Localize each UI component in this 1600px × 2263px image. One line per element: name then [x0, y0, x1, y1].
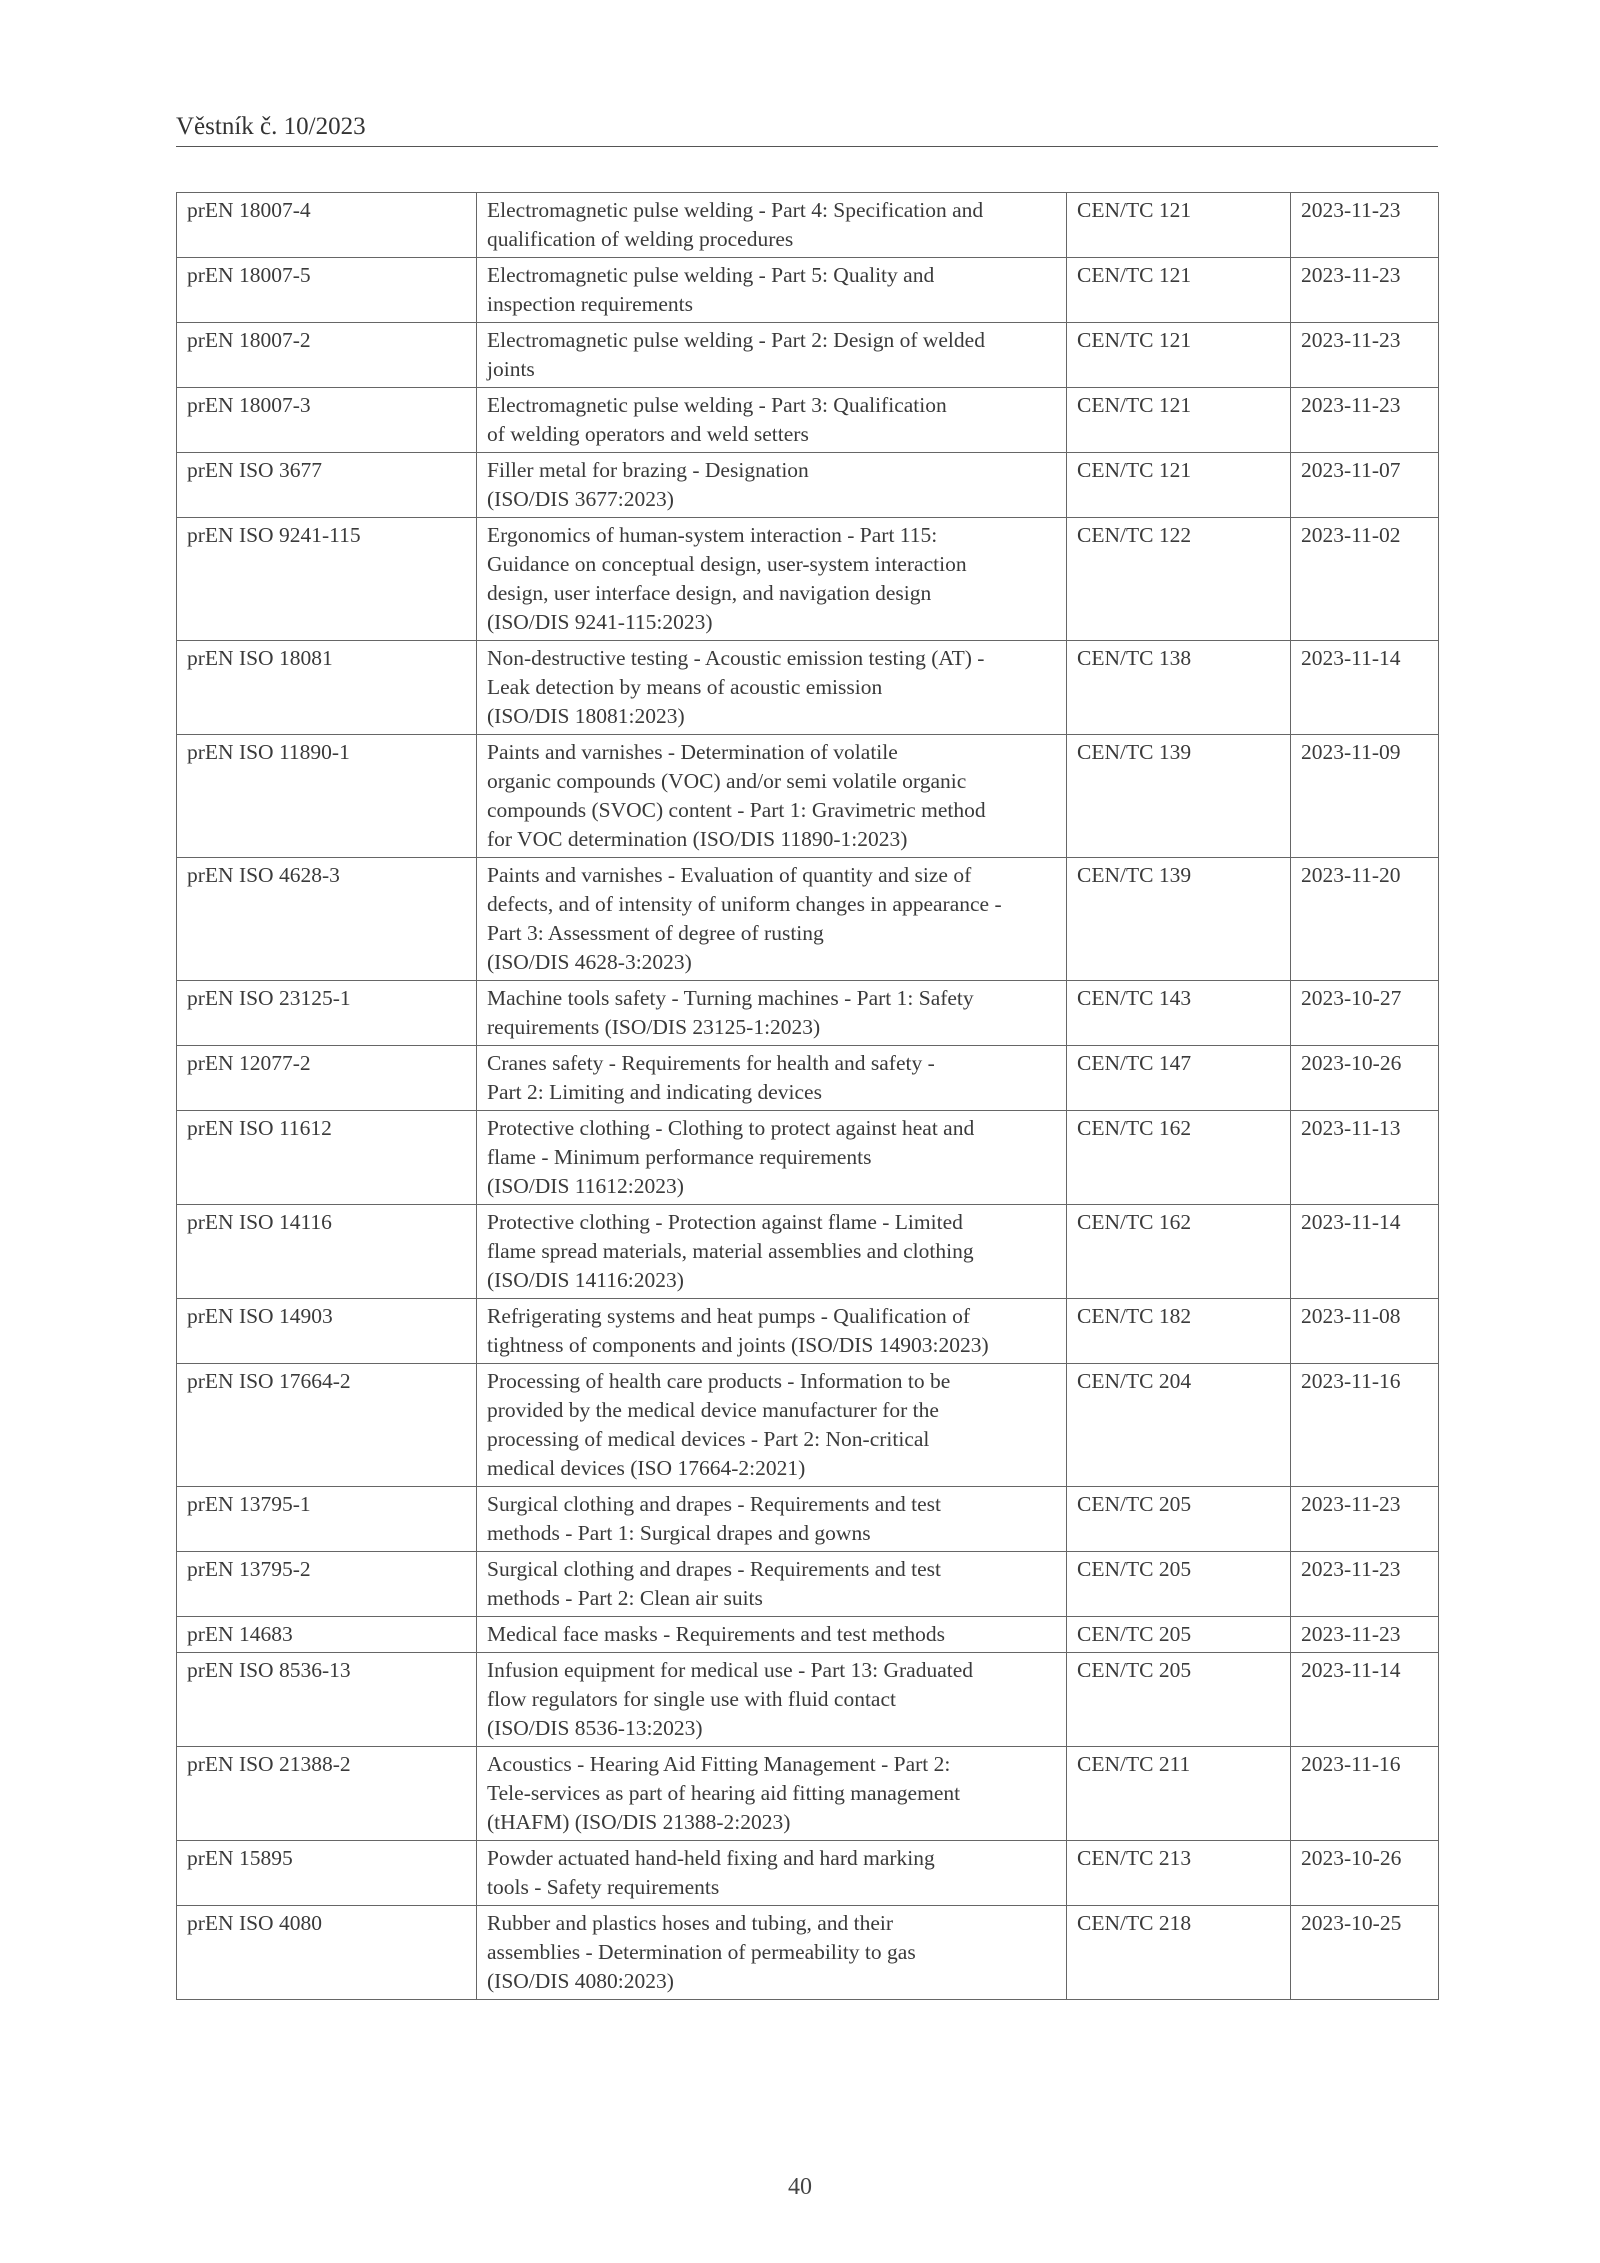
deadline-date-cell: 2023-11-02 — [1291, 518, 1439, 641]
deadline-date-cell: 2023-11-13 — [1291, 1111, 1439, 1205]
standard-title-line: compounds (SVOC) content - Part 1: Gravimetric method — [487, 798, 986, 822]
standard-title-line: provided by the medical device manufacturer for the — [487, 1398, 939, 1422]
committee-cell: CEN/TC 121 — [1067, 258, 1291, 323]
committee-cell: CEN/TC 204 — [1067, 1364, 1291, 1487]
standard-title-cell — [477, 1653, 1067, 1747]
standard-title-line: design, user interface design, and navigation design — [487, 581, 932, 605]
standard-code-cell: prEN ISO 4628-3 — [177, 858, 477, 981]
table-row — [177, 981, 1439, 1046]
standard-title-line: Non-destructive testing - Acoustic emission testing (AT) - — [487, 646, 985, 670]
table-row — [177, 1841, 1439, 1906]
standard-code-cell: prEN 15895 — [177, 1841, 477, 1906]
standard-title-line: Electromagnetic pulse welding - Part 2: Design of welded — [487, 328, 985, 352]
standard-code-cell: prEN 18007-5 — [177, 258, 477, 323]
standard-title-line: (ISO/DIS 4080:2023) — [487, 1969, 674, 1993]
standard-code-cell: prEN ISO 9241-115 — [177, 518, 477, 641]
deadline-date-cell: 2023-10-26 — [1291, 1841, 1439, 1906]
deadline-date-cell: 2023-11-23 — [1291, 258, 1439, 323]
standard-title-line: Part 3: Assessment of degree of rusting — [487, 921, 824, 945]
standard-code-cell: prEN ISO 4080 — [177, 1906, 477, 2000]
bulletin-title: Věstník č. 10/2023 — [176, 113, 366, 140]
standard-code-cell: prEN 18007-3 — [177, 388, 477, 453]
standard-code-cell: prEN ISO 3677 — [177, 453, 477, 518]
standard-title-line: Refrigerating systems and heat pumps - Qualification of — [487, 1304, 971, 1328]
standard-title-cell — [477, 1906, 1067, 2000]
table-row — [177, 1046, 1439, 1111]
standard-title-line: Medical face masks - Requirements and test methods — [487, 1622, 945, 1646]
standard-title-line: methods - Part 1: Surgical drapes and gowns — [487, 1521, 871, 1545]
standard-title-line: organic compounds (VOC) and/or semi volatile organic — [487, 769, 967, 793]
committee-cell: CEN/TC 205 — [1067, 1552, 1291, 1617]
standard-title-line: requirements (ISO/DIS 23125-1:2023) — [487, 1015, 821, 1039]
table-row — [177, 641, 1439, 735]
standard-title-line: defects, and of intensity of uniform changes in appearance - — [487, 892, 1002, 916]
standard-title-cell — [477, 1205, 1067, 1299]
standard-title-cell — [477, 1841, 1067, 1906]
committee-cell: CEN/TC 121 — [1067, 323, 1291, 388]
standard-title-line: Electromagnetic pulse welding - Part 4: Specification and — [487, 198, 984, 222]
standard-title-line: Filler metal for brazing - Designation — [487, 458, 809, 482]
table-row — [177, 1747, 1439, 1841]
deadline-date-cell: 2023-11-08 — [1291, 1299, 1439, 1364]
standard-title-line: (ISO/DIS 14116:2023) — [487, 1268, 684, 1292]
deadline-date-cell: 2023-11-09 — [1291, 735, 1439, 858]
standard-title-line: processing of medical devices - Part 2: Non-critical — [487, 1427, 930, 1451]
committee-cell: CEN/TC 139 — [1067, 858, 1291, 981]
deadline-date-cell: 2023-11-14 — [1291, 1653, 1439, 1747]
standard-title-line: Part 2: Limiting and indicating devices — [487, 1080, 822, 1104]
table-row — [177, 1653, 1439, 1747]
standard-title-line: medical devices (ISO 17664-2:2021) — [487, 1456, 806, 1480]
committee-cell: CEN/TC 122 — [1067, 518, 1291, 641]
standard-title-line: (tHAFM) (ISO/DIS 21388-2:2023) — [487, 1810, 791, 1834]
standard-title-line: (ISO/DIS 11612:2023) — [487, 1174, 684, 1198]
standard-title-cell — [477, 735, 1067, 858]
standard-code-cell: prEN ISO 14903 — [177, 1299, 477, 1364]
deadline-date-cell: 2023-11-23 — [1291, 1617, 1439, 1653]
committee-cell: CEN/TC 121 — [1067, 388, 1291, 453]
table-row — [177, 1299, 1439, 1364]
standards-table-body — [177, 193, 1439, 2000]
standard-title-line: Paints and varnishes - Determination of volatile — [487, 740, 898, 764]
standard-title-line: (ISO/DIS 4628-3:2023) — [487, 950, 692, 974]
standard-code-cell: prEN ISO 11612 — [177, 1111, 477, 1205]
standard-title-line: joints — [487, 357, 535, 381]
deadline-date-cell: 2023-11-14 — [1291, 1205, 1439, 1299]
table-row — [177, 1552, 1439, 1617]
standard-title-cell — [477, 518, 1067, 641]
deadline-date-cell: 2023-10-27 — [1291, 981, 1439, 1046]
standard-title-cell — [477, 1299, 1067, 1364]
page-number: 40 — [788, 2174, 812, 2200]
table-row — [177, 453, 1439, 518]
standard-title-line: Infusion equipment for medical use - Part 13: Graduated — [487, 1658, 973, 1682]
deadline-date-cell: 2023-11-14 — [1291, 641, 1439, 735]
standard-title-line: Electromagnetic pulse welding - Part 5: Quality and — [487, 263, 935, 287]
committee-cell: CEN/TC 162 — [1067, 1205, 1291, 1299]
standard-title-line: flame spread materials, material assemblies and clothing — [487, 1239, 974, 1263]
standard-title-line: Machine tools safety - Turning machines - Part 1: Safety — [487, 986, 974, 1010]
standard-title-cell — [477, 258, 1067, 323]
standard-title-line: (ISO/DIS 9241-115:2023) — [487, 610, 713, 634]
committee-cell: CEN/TC 213 — [1067, 1841, 1291, 1906]
standard-title-cell — [477, 453, 1067, 518]
standard-title-line: Processing of health care products - Information to be — [487, 1369, 951, 1393]
standard-title-cell — [477, 641, 1067, 735]
standard-code-cell: prEN 12077-2 — [177, 1046, 477, 1111]
standard-title-line: Powder actuated hand-held fixing and hard marking — [487, 1846, 935, 1870]
committee-cell: CEN/TC 205 — [1067, 1617, 1291, 1653]
standard-title-line: (ISO/DIS 3677:2023) — [487, 487, 674, 511]
standard-title-cell — [477, 193, 1067, 258]
deadline-date-cell: 2023-11-23 — [1291, 193, 1439, 258]
committee-cell: CEN/TC 182 — [1067, 1299, 1291, 1364]
standard-code-cell: prEN 18007-4 — [177, 193, 477, 258]
table-row — [177, 858, 1439, 981]
standard-code-cell: prEN 13795-1 — [177, 1487, 477, 1552]
committee-cell: CEN/TC 205 — [1067, 1653, 1291, 1747]
table-row — [177, 1364, 1439, 1487]
deadline-date-cell: 2023-11-23 — [1291, 388, 1439, 453]
standard-title-line: qualification of welding procedures — [487, 227, 794, 251]
standard-title-cell — [477, 981, 1067, 1046]
standard-title-line: of welding operators and weld setters — [487, 422, 809, 446]
standard-title-cell — [477, 1747, 1067, 1841]
standard-title-line: Protective clothing - Clothing to protect against heat and — [487, 1116, 975, 1140]
table-row — [177, 1617, 1439, 1653]
standard-title-cell — [477, 1046, 1067, 1111]
standard-title-line: Guidance on conceptual design, user-system interaction — [487, 552, 967, 576]
standard-code-cell: prEN ISO 18081 — [177, 641, 477, 735]
committee-cell: CEN/TC 121 — [1067, 453, 1291, 518]
deadline-date-cell: 2023-11-20 — [1291, 858, 1439, 981]
table-row — [177, 1111, 1439, 1205]
standard-title-line: Rubber and plastics hoses and tubing, and their — [487, 1911, 894, 1935]
table-row — [177, 258, 1439, 323]
standard-title-cell — [477, 1364, 1067, 1487]
standards-table — [176, 192, 1439, 2000]
committee-cell: CEN/TC 138 — [1067, 641, 1291, 735]
committee-cell: CEN/TC 205 — [1067, 1487, 1291, 1552]
standard-title-line: tightness of components and joints (ISO/DIS 14903:2023) — [487, 1333, 989, 1357]
deadline-date-cell: 2023-11-23 — [1291, 1552, 1439, 1617]
table-row — [177, 193, 1439, 258]
standard-title-line: flame - Minimum performance requirements — [487, 1145, 872, 1169]
standard-title-line: Protective clothing - Protection against flame - Limited — [487, 1210, 963, 1234]
standard-title-line: flow regulators for single use with fluid contact — [487, 1687, 896, 1711]
standard-title-line: Electromagnetic pulse welding - Part 3: Qualification — [487, 393, 947, 417]
table-row — [177, 735, 1439, 858]
standard-code-cell: prEN ISO 8536-13 — [177, 1653, 477, 1747]
page-footer — [0, 2174, 1600, 2201]
standard-title-cell — [477, 858, 1067, 981]
standard-title-line: methods - Part 2: Clean air suits — [487, 1586, 763, 1610]
table-row — [177, 388, 1439, 453]
standard-title-line: Surgical clothing and drapes - Requirements and test — [487, 1557, 941, 1581]
standard-code-cell: prEN ISO 11890-1 — [177, 735, 477, 858]
committee-cell: CEN/TC 218 — [1067, 1906, 1291, 2000]
committee-cell: CEN/TC 211 — [1067, 1747, 1291, 1841]
standard-title-cell — [477, 388, 1067, 453]
standard-title-cell — [477, 1487, 1067, 1552]
table-row — [177, 323, 1439, 388]
standard-title-line: Paints and varnishes - Evaluation of quantity and size of — [487, 863, 972, 887]
page-header — [176, 112, 1438, 147]
deadline-date-cell: 2023-10-25 — [1291, 1906, 1439, 2000]
standard-title-line: Ergonomics of human-system interaction - Part 115: — [487, 523, 938, 547]
table-row — [177, 518, 1439, 641]
committee-cell: CEN/TC 121 — [1067, 193, 1291, 258]
committee-cell: CEN/TC 147 — [1067, 1046, 1291, 1111]
standard-title-line: Tele-services as part of hearing aid fitting management — [487, 1781, 961, 1805]
standard-title-line: Cranes safety - Requirements for health and safety - — [487, 1051, 935, 1075]
deadline-date-cell: 2023-11-16 — [1291, 1747, 1439, 1841]
committee-cell: CEN/TC 143 — [1067, 981, 1291, 1046]
standard-code-cell: prEN ISO 14116 — [177, 1205, 477, 1299]
committee-cell: CEN/TC 139 — [1067, 735, 1291, 858]
standard-title-line: Leak detection by means of acoustic emission — [487, 675, 883, 699]
deadline-date-cell: 2023-11-23 — [1291, 1487, 1439, 1552]
table-row — [177, 1906, 1439, 2000]
standard-title-line: (ISO/DIS 8536-13:2023) — [487, 1716, 703, 1740]
standard-title-line: for VOC determination (ISO/DIS 11890-1:2023) — [487, 827, 908, 851]
standard-title-line: tools - Safety requirements — [487, 1875, 720, 1899]
standard-title-line: Acoustics - Hearing Aid Fitting Management - Part 2: — [487, 1752, 951, 1776]
standard-code-cell: prEN ISO 23125-1 — [177, 981, 477, 1046]
standard-title-line: assemblies - Determination of permeability to gas — [487, 1940, 916, 1964]
standard-code-cell: prEN ISO 21388-2 — [177, 1747, 477, 1841]
table-row — [177, 1205, 1439, 1299]
standard-title-cell — [477, 1552, 1067, 1617]
standard-code-cell: prEN 18007-2 — [177, 323, 477, 388]
standard-title-cell — [477, 1111, 1067, 1205]
standard-title-line: Surgical clothing and drapes - Requirements and test — [487, 1492, 941, 1516]
deadline-date-cell: 2023-11-23 — [1291, 323, 1439, 388]
table-row — [177, 1487, 1439, 1552]
committee-cell: CEN/TC 162 — [1067, 1111, 1291, 1205]
standard-code-cell: prEN ISO 17664-2 — [177, 1364, 477, 1487]
standard-code-cell: prEN 13795-2 — [177, 1552, 477, 1617]
deadline-date-cell: 2023-11-07 — [1291, 453, 1439, 518]
deadline-date-cell: 2023-10-26 — [1291, 1046, 1439, 1111]
standard-title-cell — [477, 1617, 1067, 1653]
standard-title-line: (ISO/DIS 18081:2023) — [487, 704, 685, 728]
standard-title-cell — [477, 323, 1067, 388]
standard-title-line: inspection requirements — [487, 292, 693, 316]
standards-table-container — [176, 192, 1438, 2000]
standard-code-cell: prEN 14683 — [177, 1617, 477, 1653]
deadline-date-cell: 2023-11-16 — [1291, 1364, 1439, 1487]
